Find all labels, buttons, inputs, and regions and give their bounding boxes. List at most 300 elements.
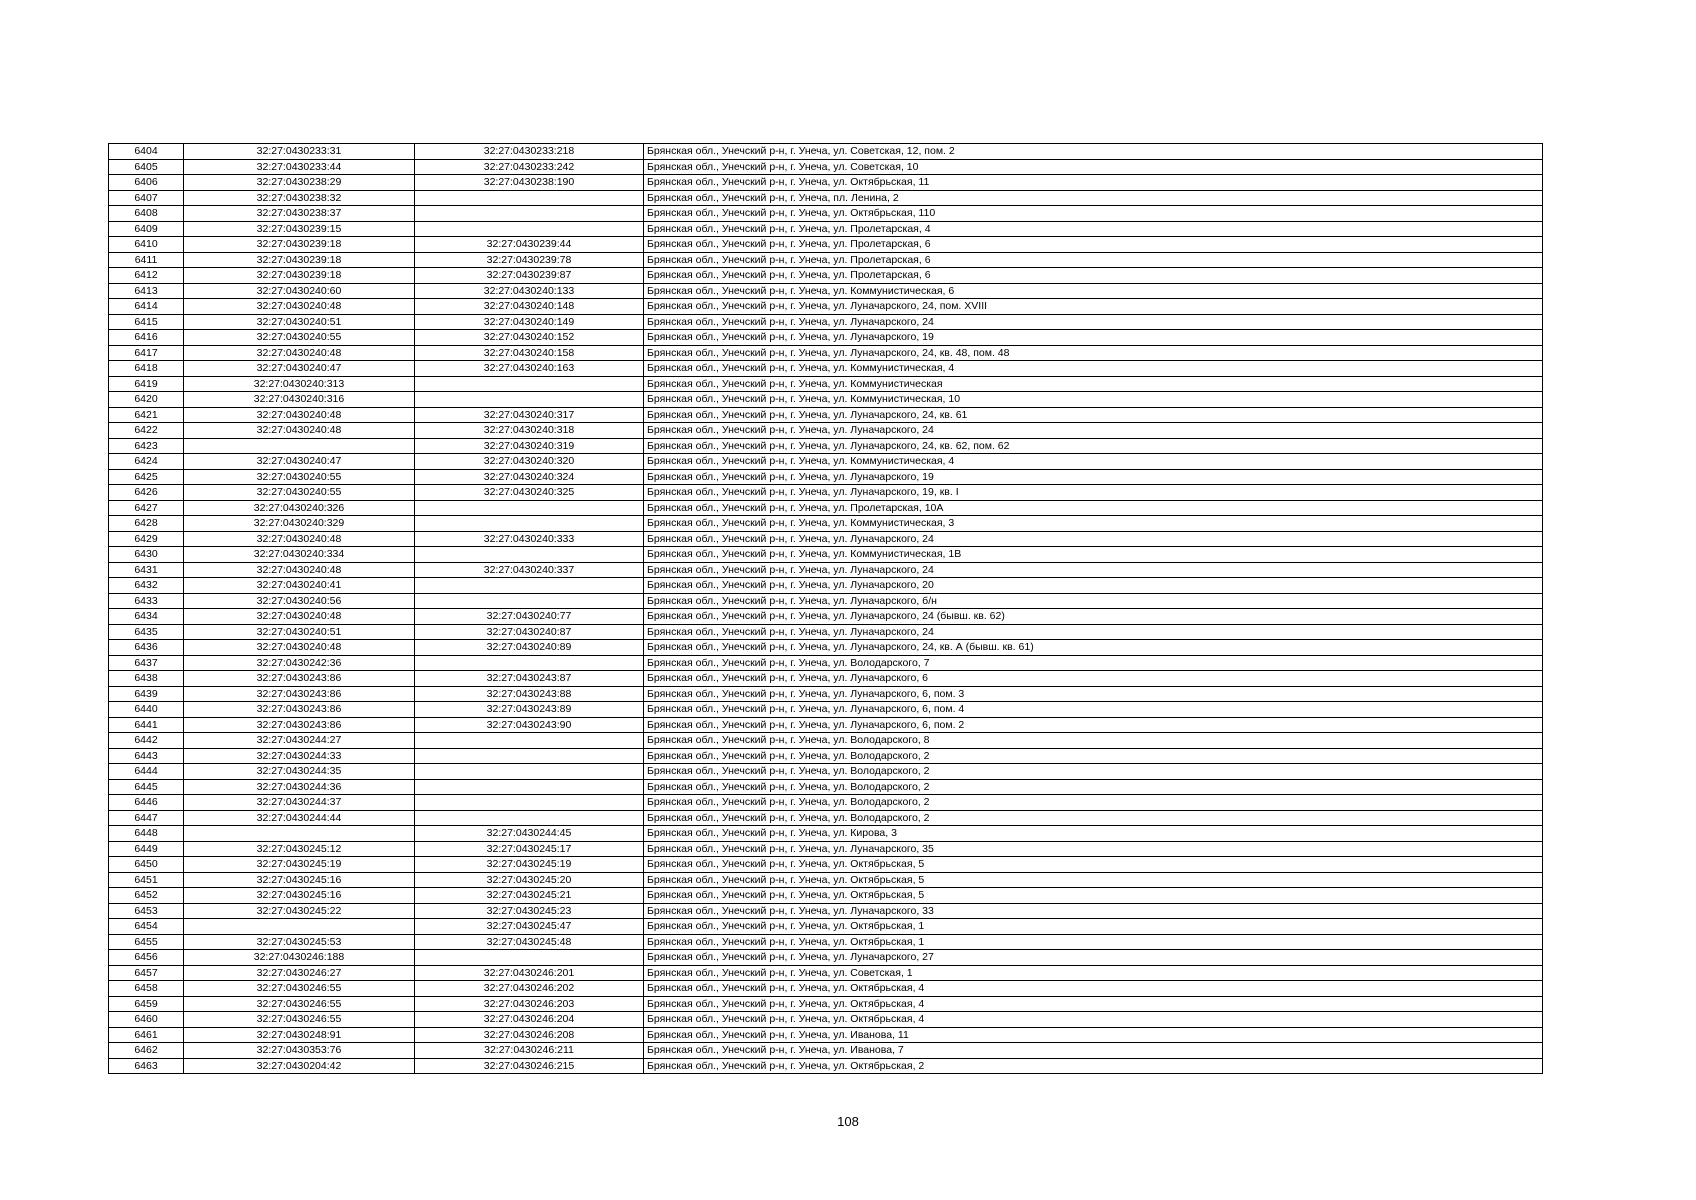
cadastral-number-cell: 32:27:0430240:334 — [184, 547, 415, 563]
table-row — [109, 283, 1543, 299]
table-row — [109, 330, 1543, 346]
object-number-cell: 32:27:0430240:317 — [415, 407, 644, 423]
row-number-cell: 6455 — [109, 934, 184, 950]
table-row — [109, 717, 1543, 733]
row-number-cell: 6406 — [109, 175, 184, 191]
object-number-cell: 32:27:0430245:48 — [415, 934, 644, 950]
row-number-cell: 6414 — [109, 299, 184, 315]
table-row — [109, 221, 1543, 237]
table-row — [109, 686, 1543, 702]
object-number-cell: 32:27:0430233:218 — [415, 144, 644, 160]
table-row — [109, 795, 1543, 811]
table-row — [109, 764, 1543, 780]
address-cell: Брянская обл., Унечский р-н, г. Унеча, ул. Коммунистическая, 4 — [644, 361, 1543, 377]
cadastral-table — [108, 143, 1543, 1074]
table-row — [109, 159, 1543, 175]
object-number-cell — [415, 655, 644, 671]
table-row — [109, 934, 1543, 950]
table-row — [109, 826, 1543, 842]
table-row — [109, 237, 1543, 253]
address-cell: Брянская обл., Унечский р-н, г. Унеча, пл. Ленина, 2 — [644, 190, 1543, 206]
address-cell: Брянская обл., Унечский р-н, г. Унеча, ул. Октябрьская, 2 — [644, 1058, 1543, 1074]
address-cell: Брянская обл., Унечский р-н, г. Унеча, ул. Луначарского, 24 — [644, 624, 1543, 640]
cadastral-number-cell: 32:27:0430240:313 — [184, 376, 415, 392]
object-number-cell: 32:27:0430240:89 — [415, 640, 644, 656]
cadastral-number-cell: 32:27:0430245:53 — [184, 934, 415, 950]
address-cell: Брянская обл., Унечский р-н, г. Унеча, ул. Иванова, 7 — [644, 1043, 1543, 1059]
row-number-cell: 6431 — [109, 562, 184, 578]
table-row — [109, 702, 1543, 718]
cadastral-number-cell: 32:27:0430240:48 — [184, 299, 415, 315]
row-number-cell: 6408 — [109, 206, 184, 222]
object-number-cell: 32:27:0430245:21 — [415, 888, 644, 904]
table-row — [109, 314, 1543, 330]
address-cell: Брянская обл., Унечский р-н, г. Унеча, ул. Кирова, 3 — [644, 826, 1543, 842]
object-number-cell: 32:27:0430233:242 — [415, 159, 644, 175]
cadastral-number-cell: 32:27:0430243:86 — [184, 671, 415, 687]
cadastral-number-cell: 32:27:0430243:86 — [184, 717, 415, 733]
address-cell: Брянская обл., Унечский р-н, г. Унеча, ул. Луначарского, 6, пом. 4 — [644, 702, 1543, 718]
table-row — [109, 268, 1543, 284]
address-cell: Брянская обл., Унечский р-н, г. Унеча, ул. Луначарского, 19 — [644, 330, 1543, 346]
cadastral-number-cell: 32:27:0430239:15 — [184, 221, 415, 237]
cadastral-number-cell: 32:27:0430244:36 — [184, 779, 415, 795]
table-row — [109, 531, 1543, 547]
table-row — [109, 655, 1543, 671]
cadastral-number-cell: 32:27:0430238:32 — [184, 190, 415, 206]
cadastral-number-cell: 32:27:0430240:55 — [184, 485, 415, 501]
object-number-cell: 32:27:0430245:17 — [415, 841, 644, 857]
table-row — [109, 1012, 1543, 1028]
object-number-cell — [415, 779, 644, 795]
address-cell: Брянская обл., Унечский р-н, г. Унеча, ул. Пролетарская, 4 — [644, 221, 1543, 237]
address-cell: Брянская обл., Унечский р-н, г. Унеча, ул. Луначарского, 19 — [644, 469, 1543, 485]
address-cell: Брянская обл., Унечский р-н, г. Унеча, ул. Луначарского, 24 — [644, 423, 1543, 439]
table-row — [109, 1058, 1543, 1074]
address-cell: Брянская обл., Унечский р-н, г. Унеча, ул. Луначарского, 6, пом. 2 — [644, 717, 1543, 733]
object-number-cell: 32:27:0430240:77 — [415, 609, 644, 625]
address-cell: Брянская обл., Унечский р-н, г. Унеча, ул. Коммунистическая, 4 — [644, 454, 1543, 470]
object-number-cell — [415, 950, 644, 966]
object-number-cell: 32:27:0430239:44 — [415, 237, 644, 253]
table-row — [109, 748, 1543, 764]
row-number-cell: 6436 — [109, 640, 184, 656]
table-row — [109, 547, 1543, 563]
address-cell: Брянская обл., Унечский р-н, г. Унеча, ул. Володарского, 2 — [644, 779, 1543, 795]
cadastral-number-cell: 32:27:0430240:55 — [184, 469, 415, 485]
table-row — [109, 407, 1543, 423]
table-row — [109, 469, 1543, 485]
address-cell: Брянская обл., Унечский р-н, г. Унеча, ул. Пролетарская, 6 — [644, 268, 1543, 284]
address-cell: Брянская обл., Унечский р-н, г. Унеча, ул. Володарского, 2 — [644, 810, 1543, 826]
row-number-cell: 6409 — [109, 221, 184, 237]
row-number-cell: 6461 — [109, 1027, 184, 1043]
cadastral-number-cell: 32:27:0430353:76 — [184, 1043, 415, 1059]
object-number-cell: 32:27:0430246:208 — [415, 1027, 644, 1043]
object-number-cell: 32:27:0430245:47 — [415, 919, 644, 935]
cadastral-number-cell: 32:27:0430240:60 — [184, 283, 415, 299]
object-number-cell: 32:27:0430240:158 — [415, 345, 644, 361]
object-number-cell — [415, 516, 644, 532]
table-row — [109, 438, 1543, 454]
row-number-cell: 6462 — [109, 1043, 184, 1059]
row-number-cell: 6415 — [109, 314, 184, 330]
address-cell: Брянская обл., Унечский р-н, г. Унеча, ул. Луначарского, 24, кв. 48, пом. 48 — [644, 345, 1543, 361]
table-row — [109, 423, 1543, 439]
object-number-cell: 32:27:0430246:215 — [415, 1058, 644, 1074]
cadastral-number-cell: 32:27:0430240:56 — [184, 593, 415, 609]
address-cell: Брянская обл., Унечский р-н, г. Унеча, ул. Коммунистическая — [644, 376, 1543, 392]
object-number-cell: 32:27:0430240:148 — [415, 299, 644, 315]
address-cell: Брянская обл., Унечский р-н, г. Унеча, ул. Володарского, 2 — [644, 764, 1543, 780]
cadastral-number-cell: 32:27:0430240:47 — [184, 454, 415, 470]
address-cell: Брянская обл., Унечский р-н, г. Унеча, ул. Луначарского, 27 — [644, 950, 1543, 966]
object-number-cell — [415, 593, 644, 609]
row-number-cell: 6444 — [109, 764, 184, 780]
cadastral-number-cell: 32:27:0430240:55 — [184, 330, 415, 346]
row-number-cell: 6421 — [109, 407, 184, 423]
object-number-cell: 32:27:0430246:201 — [415, 965, 644, 981]
cadastral-number-cell: 32:27:0430244:37 — [184, 795, 415, 811]
address-cell: Брянская обл., Унечский р-н, г. Унеча, ул. Луначарского, 24 — [644, 314, 1543, 330]
object-number-cell — [415, 500, 644, 516]
object-number-cell: 32:27:0430240:320 — [415, 454, 644, 470]
table-row — [109, 485, 1543, 501]
address-cell: Брянская обл., Унечский р-н, г. Унеча, ул. Октябрьская, 4 — [644, 981, 1543, 997]
object-number-cell: 32:27:0430239:78 — [415, 252, 644, 268]
row-number-cell: 6419 — [109, 376, 184, 392]
row-number-cell: 6427 — [109, 500, 184, 516]
row-number-cell: 6458 — [109, 981, 184, 997]
table-row — [109, 376, 1543, 392]
object-number-cell — [415, 206, 644, 222]
cadastral-number-cell: 32:27:0430240:47 — [184, 361, 415, 377]
address-cell: Брянская обл., Унечский р-н, г. Унеча, ул. Луначарского, 24 (бывш. кв. 62) — [644, 609, 1543, 625]
object-number-cell: 32:27:0430240:163 — [415, 361, 644, 377]
address-cell: Брянская обл., Унечский р-н, г. Унеча, ул. Октябрьская, 1 — [644, 919, 1543, 935]
row-number-cell: 6416 — [109, 330, 184, 346]
row-number-cell: 6453 — [109, 903, 184, 919]
object-number-cell: 32:27:0430238:190 — [415, 175, 644, 191]
object-number-cell — [415, 547, 644, 563]
row-number-cell: 6448 — [109, 826, 184, 842]
table-row — [109, 810, 1543, 826]
object-number-cell — [415, 764, 644, 780]
object-number-cell — [415, 221, 644, 237]
table-row — [109, 500, 1543, 516]
row-number-cell: 6440 — [109, 702, 184, 718]
cadastral-number-cell: 32:27:0430239:18 — [184, 268, 415, 284]
row-number-cell: 6426 — [109, 485, 184, 501]
address-cell: Брянская обл., Унечский р-н, г. Унеча, ул. Володарского, 2 — [644, 748, 1543, 764]
row-number-cell: 6407 — [109, 190, 184, 206]
row-number-cell: 6430 — [109, 547, 184, 563]
object-number-cell: 32:27:0430240:87 — [415, 624, 644, 640]
address-cell: Брянская обл., Унечский р-н, г. Унеча, ул. Октябрьская, 11 — [644, 175, 1543, 191]
cadastral-number-cell: 32:27:0430244:33 — [184, 748, 415, 764]
row-number-cell: 6433 — [109, 593, 184, 609]
object-number-cell: 32:27:0430243:88 — [415, 686, 644, 702]
table-row — [109, 903, 1543, 919]
row-number-cell: 6423 — [109, 438, 184, 454]
table-row — [109, 593, 1543, 609]
row-number-cell: 6425 — [109, 469, 184, 485]
row-number-cell: 6460 — [109, 1012, 184, 1028]
address-cell: Брянская обл., Унечский р-н, г. Унеча, ул. Коммунистическая, 1В — [644, 547, 1543, 563]
cadastral-number-cell — [184, 826, 415, 842]
address-cell: Брянская обл., Унечский р-н, г. Унеча, ул. Луначарского, 33 — [644, 903, 1543, 919]
address-cell: Брянская обл., Унечский р-н, г. Унеча, ул. Коммунистическая, 6 — [644, 283, 1543, 299]
cadastral-number-cell: 32:27:0430244:27 — [184, 733, 415, 749]
table-row — [109, 345, 1543, 361]
object-number-cell: 32:27:0430240:325 — [415, 485, 644, 501]
cadastral-number-cell: 32:27:0430244:35 — [184, 764, 415, 780]
cadastral-number-cell: 32:27:0430233:44 — [184, 159, 415, 175]
table-row — [109, 965, 1543, 981]
object-number-cell — [415, 748, 644, 764]
address-cell: Брянская обл., Унечский р-н, г. Унеча, ул. Коммунистическая, 10 — [644, 392, 1543, 408]
object-number-cell: 32:27:0430240:318 — [415, 423, 644, 439]
address-cell: Брянская обл., Унечский р-н, г. Унеча, ул. Октябрьская, 4 — [644, 996, 1543, 1012]
address-cell: Брянская обл., Унечский р-н, г. Унеча, ул. Октябрьская, 4 — [644, 1012, 1543, 1028]
address-cell: Брянская обл., Унечский р-н, г. Унеча, ул. Октябрьская, 110 — [644, 206, 1543, 222]
cadastral-number-cell: 32:27:0430240:48 — [184, 423, 415, 439]
cadastral-number-cell: 32:27:0430240:51 — [184, 624, 415, 640]
object-number-cell — [415, 810, 644, 826]
row-number-cell: 6438 — [109, 671, 184, 687]
object-number-cell: 32:27:0430243:90 — [415, 717, 644, 733]
object-number-cell: 32:27:0430243:89 — [415, 702, 644, 718]
address-cell: Брянская обл., Унечский р-н, г. Унеча, ул. Советская, 12, пом. 2 — [644, 144, 1543, 160]
row-number-cell: 6429 — [109, 531, 184, 547]
cadastral-number-cell: 32:27:0430240:48 — [184, 609, 415, 625]
row-number-cell: 6446 — [109, 795, 184, 811]
row-number-cell: 6417 — [109, 345, 184, 361]
object-number-cell — [415, 733, 644, 749]
row-number-cell: 6434 — [109, 609, 184, 625]
address-cell: Брянская обл., Унечский р-н, г. Унеча, ул. Луначарского, 19, кв. I — [644, 485, 1543, 501]
row-number-cell: 6454 — [109, 919, 184, 935]
cadastral-number-cell: 32:27:0430243:86 — [184, 702, 415, 718]
cadastral-number-cell: 32:27:0430243:86 — [184, 686, 415, 702]
address-cell: Брянская обл., Унечский р-н, г. Унеча, ул. Советская, 10 — [644, 159, 1543, 175]
address-cell: Брянская обл., Унечский р-н, г. Унеча, ул. Иванова, 11 — [644, 1027, 1543, 1043]
row-number-cell: 6410 — [109, 237, 184, 253]
cadastral-number-cell: 32:27:0430246:55 — [184, 1012, 415, 1028]
table-row — [109, 733, 1543, 749]
row-number-cell: 6412 — [109, 268, 184, 284]
cadastral-number-cell: 32:27:0430240:48 — [184, 407, 415, 423]
table-row — [109, 206, 1543, 222]
row-number-cell: 6428 — [109, 516, 184, 532]
address-cell: Брянская обл., Унечский р-н, г. Унеча, ул. Октябрьская, 5 — [644, 872, 1543, 888]
object-number-cell — [415, 392, 644, 408]
row-number-cell: 6447 — [109, 810, 184, 826]
table-row — [109, 392, 1543, 408]
object-number-cell — [415, 578, 644, 594]
cadastral-number-cell: 32:27:0430240:48 — [184, 562, 415, 578]
address-cell: Брянская обл., Унечский р-н, г. Унеча, ул. Луначарского, 6 — [644, 671, 1543, 687]
row-number-cell: 6432 — [109, 578, 184, 594]
row-number-cell: 6449 — [109, 841, 184, 857]
cadastral-number-cell: 32:27:0430246:55 — [184, 981, 415, 997]
cadastral-number-cell: 32:27:0430245:19 — [184, 857, 415, 873]
row-number-cell: 6422 — [109, 423, 184, 439]
table-row — [109, 361, 1543, 377]
address-cell: Брянская обл., Унечский р-н, г. Унеча, ул. Луначарского, 20 — [644, 578, 1543, 594]
table-row — [109, 981, 1543, 997]
row-number-cell: 6405 — [109, 159, 184, 175]
object-number-cell: 32:27:0430240:333 — [415, 531, 644, 547]
cadastral-number-cell: 32:27:0430238:29 — [184, 175, 415, 191]
table-row — [109, 252, 1543, 268]
object-number-cell: 32:27:0430245:23 — [415, 903, 644, 919]
table-row — [109, 1043, 1543, 1059]
address-cell: Брянская обл., Унечский р-н, г. Унеча, ул. Советская, 1 — [644, 965, 1543, 981]
cadastral-number-cell: 32:27:0430240:316 — [184, 392, 415, 408]
address-cell: Брянская обл., Унечский р-н, г. Унеча, ул. Володарского, 7 — [644, 655, 1543, 671]
object-number-cell — [415, 190, 644, 206]
table-body — [109, 144, 1543, 1074]
table-row — [109, 1027, 1543, 1043]
table-row — [109, 454, 1543, 470]
table-row — [109, 841, 1543, 857]
address-cell: Брянская обл., Унечский р-н, г. Унеча, ул. Луначарского, 24 — [644, 562, 1543, 578]
cadastral-number-cell: 32:27:0430240:41 — [184, 578, 415, 594]
cadastral-number-cell: 32:27:0430240:326 — [184, 500, 415, 516]
address-cell: Брянская обл., Унечский р-н, г. Унеча, ул. Луначарского, 24, кв. 62, пом. 62 — [644, 438, 1543, 454]
object-number-cell: 32:27:0430240:319 — [415, 438, 644, 454]
object-number-cell: 32:27:0430240:324 — [415, 469, 644, 485]
object-number-cell — [415, 795, 644, 811]
address-cell: Брянская обл., Унечский р-н, г. Унеча, ул. Октябрьская, 1 — [644, 934, 1543, 950]
address-cell: Брянская обл., Унечский р-н, г. Унеча, ул. Октябрьская, 5 — [644, 857, 1543, 873]
cadastral-number-cell — [184, 919, 415, 935]
cadastral-number-cell: 32:27:0430246:27 — [184, 965, 415, 981]
address-cell: Брянская обл., Унечский р-н, г. Унеча, ул. Луначарского, 6, пом. 3 — [644, 686, 1543, 702]
row-number-cell: 6437 — [109, 655, 184, 671]
cadastral-number-cell: 32:27:0430239:18 — [184, 237, 415, 253]
row-number-cell: 6441 — [109, 717, 184, 733]
object-number-cell: 32:27:0430245:19 — [415, 857, 644, 873]
object-number-cell: 32:27:0430244:45 — [415, 826, 644, 842]
cadastral-number-cell: 32:27:0430233:31 — [184, 144, 415, 160]
object-number-cell: 32:27:0430245:20 — [415, 872, 644, 888]
object-number-cell: 32:27:0430243:87 — [415, 671, 644, 687]
row-number-cell: 6445 — [109, 779, 184, 795]
object-number-cell: 32:27:0430246:202 — [415, 981, 644, 997]
row-number-cell: 6451 — [109, 872, 184, 888]
row-number-cell: 6420 — [109, 392, 184, 408]
cadastral-number-cell: 32:27:0430240:329 — [184, 516, 415, 532]
row-number-cell: 6418 — [109, 361, 184, 377]
address-cell: Брянская обл., Унечский р-н, г. Унеча, ул. Октябрьская, 5 — [644, 888, 1543, 904]
address-cell: Брянская обл., Унечский р-н, г. Унеча, ул. Володарского, 2 — [644, 795, 1543, 811]
row-number-cell: 6456 — [109, 950, 184, 966]
table-row — [109, 516, 1543, 532]
table-row — [109, 299, 1543, 315]
cadastral-number-cell: 32:27:0430240:48 — [184, 531, 415, 547]
table-row — [109, 950, 1543, 966]
cadastral-number-cell: 32:27:0430240:48 — [184, 640, 415, 656]
object-number-cell: 32:27:0430240:149 — [415, 314, 644, 330]
table-row — [109, 919, 1543, 935]
table-row — [109, 175, 1543, 191]
table-row — [109, 640, 1543, 656]
object-number-cell: 32:27:0430240:337 — [415, 562, 644, 578]
cadastral-number-cell: 32:27:0430239:18 — [184, 252, 415, 268]
cadastral-number-cell: 32:27:0430248:91 — [184, 1027, 415, 1043]
address-cell: Брянская обл., Унечский р-н, г. Унеча, ул. Луначарского, 24, кв. 61 — [644, 407, 1543, 423]
table-row — [109, 671, 1543, 687]
table-row — [109, 996, 1543, 1012]
cadastral-number-cell: 32:27:0430244:44 — [184, 810, 415, 826]
cadastral-number-cell: 32:27:0430245:12 — [184, 841, 415, 857]
cadastral-number-cell: 32:27:0430242:36 — [184, 655, 415, 671]
row-number-cell: 6404 — [109, 144, 184, 160]
object-number-cell — [415, 376, 644, 392]
row-number-cell: 6442 — [109, 733, 184, 749]
address-cell: Брянская обл., Унечский р-н, г. Унеча, ул. Пролетарская, 10А — [644, 500, 1543, 516]
address-cell: Брянская обл., Унечский р-н, г. Унеча, ул. Луначарского, 24, кв. А (бывш. кв. 61) — [644, 640, 1543, 656]
table-row — [109, 779, 1543, 795]
object-number-cell: 32:27:0430246:203 — [415, 996, 644, 1012]
address-cell: Брянская обл., Унечский р-н, г. Унеча, ул. Луначарского, б/н — [644, 593, 1543, 609]
table-row — [109, 144, 1543, 160]
cadastral-number-cell: 32:27:0430245:22 — [184, 903, 415, 919]
row-number-cell: 6443 — [109, 748, 184, 764]
address-cell: Брянская обл., Унечский р-н, г. Унеча, ул. Пролетарская, 6 — [644, 252, 1543, 268]
cadastral-number-cell: 32:27:0430240:51 — [184, 314, 415, 330]
row-number-cell: 6411 — [109, 252, 184, 268]
row-number-cell: 6459 — [109, 996, 184, 1012]
cadastral-number-cell: 32:27:0430240:48 — [184, 345, 415, 361]
table-row — [109, 578, 1543, 594]
row-number-cell: 6463 — [109, 1058, 184, 1074]
table-row — [109, 609, 1543, 625]
table-row — [109, 624, 1543, 640]
row-number-cell: 6424 — [109, 454, 184, 470]
table-row — [109, 562, 1543, 578]
object-number-cell: 32:27:0430240:152 — [415, 330, 644, 346]
cadastral-number-cell: 32:27:0430246:55 — [184, 996, 415, 1012]
page-number: 108 — [837, 1114, 859, 1129]
table-row — [109, 190, 1543, 206]
address-cell: Брянская обл., Унечский р-н, г. Унеча, ул. Луначарского, 24 — [644, 531, 1543, 547]
table-row — [109, 872, 1543, 888]
table-row — [109, 888, 1543, 904]
address-cell: Брянская обл., Унечский р-н, г. Унеча, ул. Володарского, 8 — [644, 733, 1543, 749]
row-number-cell: 6457 — [109, 965, 184, 981]
address-cell: Брянская обл., Унечский р-н, г. Унеча, ул. Пролетарская, 6 — [644, 237, 1543, 253]
address-cell: Брянская обл., Унечский р-н, г. Унеча, ул. Коммунистическая, 3 — [644, 516, 1543, 532]
address-cell: Брянская обл., Унечский р-н, г. Унеча, ул. Луначарского, 24, пом. XVIII — [644, 299, 1543, 315]
row-number-cell: 6413 — [109, 283, 184, 299]
row-number-cell: 6450 — [109, 857, 184, 873]
cadastral-number-cell: 32:27:0430245:16 — [184, 888, 415, 904]
row-number-cell: 6452 — [109, 888, 184, 904]
row-number-cell: 6435 — [109, 624, 184, 640]
object-number-cell: 32:27:0430239:87 — [415, 268, 644, 284]
row-number-cell: 6439 — [109, 686, 184, 702]
cadastral-number-cell: 32:27:0430238:37 — [184, 206, 415, 222]
cadastral-number-cell — [184, 438, 415, 454]
cadastral-number-cell: 32:27:0430204:42 — [184, 1058, 415, 1074]
table-row — [109, 857, 1543, 873]
cadastral-number-cell: 32:27:0430245:16 — [184, 872, 415, 888]
object-number-cell: 32:27:0430246:204 — [415, 1012, 644, 1028]
object-number-cell: 32:27:0430246:211 — [415, 1043, 644, 1059]
